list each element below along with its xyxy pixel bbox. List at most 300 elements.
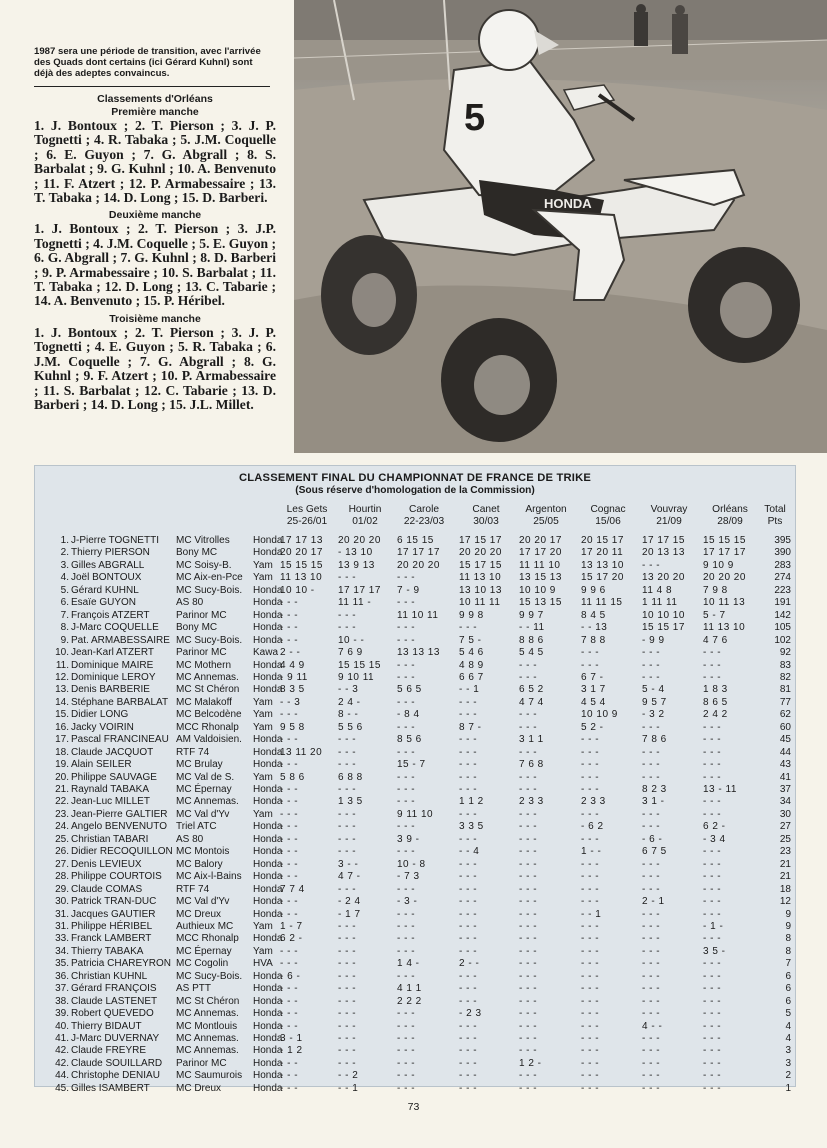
rider-name-cell: Christian TABARI — [71, 833, 149, 845]
total-cell: 60 — [779, 721, 791, 733]
event-header — [335, 504, 395, 528]
score-cell: - - - — [519, 871, 538, 883]
rank-cell: 30. — [55, 896, 69, 908]
rank-cell: 29. — [55, 883, 69, 895]
table-row — [35, 672, 795, 684]
score-cell: - - - — [581, 833, 600, 845]
score-cell: - - - — [459, 920, 478, 932]
score-cell: 17 17 15 — [642, 535, 685, 546]
score-cell: 13 13 10 — [581, 559, 624, 571]
event-date: 21/09 — [656, 516, 682, 527]
table-row — [35, 834, 795, 846]
score-cell: - - - — [581, 759, 600, 771]
table-row — [35, 784, 795, 796]
rank-cell: 5. — [60, 584, 69, 596]
club-cell: Bony MC — [176, 622, 218, 634]
score-cell: - - - — [642, 970, 661, 982]
total-cell: 4 — [785, 1020, 791, 1032]
score-cell: - - 1 — [581, 908, 602, 920]
score-cell: - - - — [519, 1033, 538, 1044]
rank-cell: 1. — [60, 535, 69, 546]
score-cell: - - - — [642, 871, 661, 883]
score-cell: 13 20 20 — [642, 572, 685, 584]
score-cell: - 7 3 — [397, 871, 420, 883]
total-cell: 2 — [785, 1070, 791, 1082]
moto-cell: Honda — [253, 858, 283, 870]
score-cell: 1 11 11 — [642, 597, 678, 609]
rank-cell: 44. — [55, 1070, 69, 1082]
total-cell: 30 — [779, 808, 791, 820]
table-row — [35, 684, 795, 696]
score-cell: - - - — [642, 858, 661, 870]
score-cell: - - - — [397, 933, 416, 945]
score-cell: - - - — [581, 983, 600, 995]
score-cell: - - - — [642, 908, 661, 920]
total-cell: 92 — [779, 647, 791, 659]
orleans-results — [34, 93, 276, 416]
score-cell: - - - — [703, 1033, 722, 1044]
score-cell: - - - — [397, 846, 416, 858]
score-cell: - - - — [519, 920, 538, 932]
score-cell: - 2 3 — [459, 1008, 482, 1020]
table-row — [35, 859, 795, 871]
score-cell: - - - — [338, 622, 357, 634]
table-row — [35, 697, 795, 709]
moto-cell: Honda — [253, 933, 283, 945]
score-cell: 17 17 17 — [703, 547, 746, 559]
score-cell: - - - — [338, 846, 357, 858]
total-cell: 3 — [785, 1045, 791, 1057]
event-date: 01/02 — [352, 516, 378, 527]
score-cell: - - - — [642, 1070, 661, 1082]
score-cell: - - - — [459, 883, 478, 895]
score-cell: 8 7 - — [459, 721, 482, 733]
table-row — [35, 909, 795, 921]
score-cell: 15 17 20 — [581, 572, 624, 584]
score-cell: - - - — [338, 1033, 357, 1044]
score-cell: - - - — [519, 983, 538, 995]
score-cell: 8 8 6 — [519, 634, 544, 646]
score-cell: 10 10 - — [280, 584, 315, 596]
run-1-results: 1. J. Bontoux ; 2. T. Pierson ; 3. J. P. Tognetti ; 4. R. Tabaka ; 5. J.M. Coquelle ; 6. E. Guyon ; 7. G. Abgrall ; 8. S. Barbalat ; 9. G. Kuhnl ; 10. A. Benvenuto ; 11. F. Atzert ; 12. P. Armabessaire ; 13. T. Tabaka ; 14. D. Long ; 15. D. Barberi. — [34, 118, 276, 206]
club-cell: MC Mothern — [176, 659, 232, 671]
run-2-results: 1. J. Bontoux ; 2. T. Pierson ; 3. J.P. Tognetti ; 4. J.M. Coquelle ; 5. E. Guyon ; 6. G. Abgrall ; 7. G. Kuhnl ; 8. D. Barberi ; 9. P. Armabessaire ; 10. S. Barbalat ; 11. T. Tabaka ; 12. D. Long ; 13. C. Tabarie ; 14. A. Benvenuto ; 15. P. Héribel. — [34, 221, 276, 309]
rank-cell: 45. — [55, 1082, 69, 1094]
rider-name-cell: Christophe DENIAU — [71, 1070, 160, 1082]
table-row — [35, 796, 795, 808]
rider-name-cell: Robert QUEVEDO — [71, 1008, 154, 1020]
club-cell: MC Belcodène — [176, 709, 242, 721]
score-cell: - - - — [397, 696, 416, 708]
moto-cell: Yam — [253, 920, 273, 932]
total-cell: 3 — [785, 1057, 791, 1069]
score-cell: - - - — [397, 671, 416, 683]
score-cell: - - - — [581, 933, 600, 945]
rank-cell: 6. — [60, 597, 69, 609]
table-row — [35, 560, 795, 572]
rider-name-cell: Claude FREYRE — [71, 1045, 147, 1057]
score-cell: - - - — [581, 1033, 600, 1044]
table-row — [35, 1021, 795, 1033]
quad-brand: HONDA — [544, 196, 592, 211]
score-cell: - - - — [703, 1057, 722, 1069]
score-cell: - - - — [703, 734, 722, 746]
score-cell: - - - — [280, 896, 299, 908]
score-cell: 3 1 1 — [519, 734, 544, 746]
score-cell: 20 20 17 — [519, 535, 562, 546]
total-cell: 62 — [779, 709, 791, 721]
score-cell: - - - — [703, 983, 722, 995]
score-cell: - - - — [338, 609, 357, 621]
score-cell: - - - — [280, 983, 299, 995]
score-cell: 20 20 20 — [338, 535, 381, 546]
score-cell: - - 13 — [581, 622, 608, 634]
score-cell: - - - — [280, 609, 299, 621]
rider-name-cell: Patrick TRAN-DUC — [71, 896, 157, 908]
score-cell: 11 13 10 — [703, 622, 746, 634]
moto-cell: Honda — [253, 1070, 283, 1082]
score-cell: - - - — [642, 1057, 661, 1069]
moto-cell: Honda — [253, 833, 283, 845]
score-cell: - - - — [519, 896, 538, 908]
club-cell: AS 80 — [176, 833, 204, 845]
total-cell: 6 — [785, 983, 791, 995]
score-cell: 3 1 7 — [581, 684, 606, 696]
rider-name-cell: Pat. ARMABESSAIRE — [71, 634, 170, 646]
score-cell: 17 20 11 — [581, 547, 624, 559]
event-date: 28/09 — [717, 516, 743, 527]
score-cell: - - - — [581, 1045, 600, 1057]
score-cell: - - - — [581, 970, 600, 982]
total-cell: 45 — [779, 734, 791, 746]
total-cell: 25 — [779, 833, 791, 845]
score-cell: 5 - 4 — [642, 684, 665, 696]
rank-cell: 37. — [55, 983, 69, 995]
table-row — [35, 971, 795, 983]
score-cell: - - - — [338, 734, 357, 746]
score-cell: - - - — [459, 1057, 478, 1069]
score-cell: 9 10 9 — [703, 559, 734, 571]
score-cell: - - - — [519, 958, 538, 970]
table-row — [35, 610, 795, 622]
total-cell: 34 — [779, 796, 791, 808]
score-cell: - 6 - — [280, 970, 301, 982]
club-cell: MC St Chéron — [176, 995, 240, 1007]
score-cell: - 2 4 — [338, 896, 361, 908]
score-cell: - - - — [338, 808, 357, 820]
score-cell: 4 - - — [642, 1020, 663, 1032]
score-cell: - - - — [642, 771, 661, 783]
score-cell: 7 8 8 — [581, 634, 606, 646]
score-cell: - - - — [280, 1020, 299, 1032]
score-cell: - - - — [280, 808, 299, 820]
score-cell: - - - — [397, 1033, 416, 1044]
event-header — [639, 504, 699, 528]
club-cell: MC Brulay — [176, 759, 223, 771]
score-cell: - - - — [338, 920, 357, 932]
table-row — [35, 1083, 795, 1095]
club-cell: MC Malakoff — [176, 696, 232, 708]
total-cell: 43 — [779, 759, 791, 771]
score-cell: - - - — [581, 1070, 600, 1082]
table-row — [35, 1045, 795, 1057]
rank-cell: 42. — [55, 1057, 69, 1069]
score-cell: 8 4 5 — [581, 609, 606, 621]
score-cell: - - - — [642, 958, 661, 970]
club-cell: MC Aix-l-Bains — [176, 871, 242, 883]
score-cell: - - - — [581, 808, 600, 820]
moto-cell: Honda — [253, 821, 283, 833]
moto-cell: Honda — [253, 759, 283, 771]
total-cell: 6 — [785, 995, 791, 1007]
total-cell: 21 — [779, 858, 791, 870]
club-cell: MC Annemas. — [176, 1045, 239, 1057]
moto-cell: Honda — [253, 784, 283, 795]
score-cell: - - - — [581, 958, 600, 970]
event-date: 25-26/01 — [286, 516, 328, 527]
table-row — [35, 821, 795, 833]
score-cell: - - - — [459, 1020, 478, 1032]
rank-cell: 38. — [55, 995, 69, 1007]
score-cell: - - - — [397, 821, 416, 833]
rank-cell: 22. — [55, 796, 69, 808]
score-cell: - - - — [519, 1008, 538, 1020]
moto-cell: Honda — [253, 584, 283, 596]
score-cell: - - - — [459, 970, 478, 982]
total-cell: 8 — [785, 945, 791, 957]
moto-cell: Honda — [253, 547, 283, 559]
score-cell: - - - — [397, 1045, 416, 1057]
rank-cell: 12. — [55, 671, 69, 683]
score-cell: 13 13 13 — [397, 647, 440, 659]
score-cell: - - - — [581, 1057, 600, 1069]
club-cell: Triel ATC — [176, 821, 217, 833]
score-cell: - - - — [581, 920, 600, 932]
score-cell: - - - — [397, 796, 416, 808]
score-cell: 5 6 5 — [397, 684, 422, 696]
rank-cell: 26. — [55, 846, 69, 858]
score-cell: 9 11 10 — [397, 808, 434, 820]
score-cell: - - - — [338, 995, 357, 1007]
event-header — [578, 504, 638, 528]
score-cell: - 9 9 — [642, 634, 665, 646]
club-cell: Parinor MC — [176, 647, 227, 659]
score-cell: - - - — [703, 970, 722, 982]
score-cell: - - - — [459, 734, 478, 746]
score-cell: - 1 7 — [338, 908, 361, 920]
score-cell: - - - — [642, 1082, 661, 1094]
table-row — [35, 884, 795, 896]
score-cell: 15 15 15 — [280, 559, 323, 571]
moto-cell: Honda — [253, 535, 283, 546]
score-cell: 17 17 17 — [397, 547, 440, 559]
score-cell: 2 3 3 — [519, 796, 544, 808]
score-cell: 2 2 2 — [397, 995, 422, 1007]
score-cell: 20 15 17 — [581, 535, 624, 546]
score-cell: - 6 2 — [581, 821, 604, 833]
score-cell: - - - — [703, 771, 722, 783]
score-cell: - - - — [581, 746, 600, 758]
score-cell: - - - — [280, 908, 299, 920]
score-cell: - - - — [642, 808, 661, 820]
moto-cell: Yam — [253, 771, 273, 783]
score-cell: 3 5 - — [703, 945, 726, 957]
score-cell: - - - — [519, 883, 538, 895]
score-cell: - - 2 — [338, 1070, 359, 1082]
moto-cell: HVA — [253, 958, 273, 970]
table-row — [35, 722, 795, 734]
score-cell: - - - — [642, 721, 661, 733]
total-cell: 223 — [774, 584, 791, 596]
table-row — [35, 1070, 795, 1082]
score-cell: 3 9 - — [397, 833, 420, 845]
score-cell: 10 10 9 — [581, 709, 618, 721]
score-cell: - - - — [703, 871, 722, 883]
club-cell: MC St Chéron — [176, 684, 240, 696]
score-cell: 8 5 6 — [397, 734, 422, 746]
moto-cell: Honda — [253, 1057, 283, 1069]
score-cell: - - - — [280, 821, 299, 833]
score-cell: - - - — [280, 833, 299, 845]
score-cell: 1 - - — [581, 846, 602, 858]
total-cell: 41 — [779, 771, 791, 783]
score-cell: 15 15 15 — [703, 535, 746, 546]
score-cell: - - - — [397, 1020, 416, 1032]
score-cell: 5 8 6 — [280, 771, 305, 783]
rank-cell: 31. — [55, 920, 69, 932]
score-cell: - - - — [581, 734, 600, 746]
moto-cell: Yam — [253, 559, 273, 571]
table-row — [35, 983, 795, 995]
rider-name-cell: Thierry PIERSON — [71, 547, 150, 559]
score-cell: - - - — [397, 572, 416, 584]
score-cell: - - - — [397, 970, 416, 982]
moto-cell: Honda — [253, 746, 283, 758]
score-cell: 1 - 7 — [280, 920, 303, 932]
moto-cell: Honda — [253, 846, 283, 858]
score-cell: 9 9 6 — [581, 584, 606, 596]
rank-cell: 23. — [55, 808, 69, 820]
club-cell: MC Épernay — [176, 945, 232, 957]
table-row — [35, 597, 795, 609]
score-cell: 4 4 9 — [280, 659, 305, 671]
rank-cell: 19. — [55, 759, 69, 771]
score-cell: 17 17 20 — [519, 547, 562, 559]
rank-cell: 16. — [55, 721, 69, 733]
score-cell: - - - — [642, 647, 661, 659]
score-cell: - - - — [397, 1057, 416, 1069]
score-cell: - - 3 — [338, 684, 359, 696]
score-cell: 20 20 17 — [280, 547, 323, 559]
score-cell: - - - — [459, 833, 478, 845]
rank-cell: 18. — [55, 746, 69, 758]
table-subtitle: (Sous réserve d'homologation de la Commission) — [295, 485, 535, 496]
total-header — [757, 504, 793, 528]
club-cell: MC Soisy-B. — [176, 559, 232, 571]
score-cell: 1 3 5 — [338, 796, 363, 808]
moto-cell: Honda — [253, 734, 283, 746]
moto-cell: Honda — [253, 1045, 283, 1057]
page-number: 73 — [407, 1101, 420, 1113]
rider-name-cell: Patricia CHAREYRON — [71, 958, 172, 970]
rider-name-cell: Alain SEILER — [71, 759, 132, 771]
rank-cell: 31. — [55, 908, 69, 920]
total-cell: 21 — [779, 871, 791, 883]
club-cell: MC Val d'Yv — [176, 808, 230, 820]
score-cell: - 3 4 — [703, 833, 726, 845]
rank-cell: 25. — [55, 833, 69, 845]
score-cell: - - - — [397, 597, 416, 609]
score-cell: - - - — [581, 883, 600, 895]
score-cell: - - - — [397, 1008, 416, 1020]
club-cell: MC Val d'Yv — [176, 896, 230, 908]
score-cell: - - - — [519, 1082, 538, 1094]
total-cell: 5 — [785, 1008, 791, 1020]
score-cell: 7 6 8 — [519, 759, 544, 771]
moto-cell: Yam — [253, 945, 273, 957]
score-cell: - - - — [459, 746, 478, 758]
score-cell: - 1 2 — [280, 1045, 303, 1057]
score-cell: - 3 - — [397, 896, 418, 908]
event-date: 30/03 — [473, 516, 499, 527]
club-cell: MC Sucy-Bois. — [176, 584, 243, 596]
score-cell: - 1 - — [703, 920, 724, 932]
score-cell: 7 - 9 — [397, 584, 420, 596]
score-cell: 10 11 11 — [459, 597, 501, 609]
rank-cell: 14. — [55, 696, 69, 708]
moto-cell: Honda — [253, 970, 283, 982]
score-cell: - - - — [703, 1020, 722, 1032]
moto-cell: Honda — [253, 671, 283, 683]
score-cell: 8 3 5 — [280, 684, 305, 696]
score-cell: - - - — [397, 721, 416, 733]
score-cell: - - - — [642, 659, 661, 671]
score-cell: - - - — [280, 796, 299, 808]
club-cell: RTF 74 — [176, 746, 210, 758]
rank-cell: 7. — [60, 609, 69, 621]
moto-cell: Honda — [253, 995, 283, 1007]
score-cell: - - - — [703, 1070, 722, 1082]
score-cell: 6 7 - — [581, 671, 604, 683]
score-cell: - - - — [397, 920, 416, 932]
rider-name-cell: Claude SOUILLARD — [71, 1057, 163, 1069]
table-row — [35, 946, 795, 958]
table-row — [35, 1008, 795, 1020]
table-row — [35, 958, 795, 970]
score-cell: - - - — [338, 821, 357, 833]
total-cell: 9 — [785, 920, 791, 932]
rider-name-cell: J-Marc COQUELLE — [71, 622, 159, 634]
score-cell: - - - — [642, 933, 661, 945]
score-cell: - - - — [519, 995, 538, 1007]
quad-rider-photo — [294, 0, 827, 453]
score-cell: 17 15 17 — [459, 535, 502, 546]
rider-name-cell: Dominique LEROY — [71, 671, 156, 683]
score-cell: 4 1 1 — [397, 983, 422, 995]
score-cell: 15 15 17 — [642, 622, 685, 634]
event-name: Argenton — [525, 504, 567, 515]
score-cell: - - - — [280, 597, 299, 609]
score-cell: - - - — [280, 1082, 299, 1094]
score-cell: 5 4 6 — [459, 647, 484, 659]
total-cell: 283 — [774, 559, 791, 571]
rank-cell: 36. — [55, 970, 69, 982]
club-cell: MC Dreux — [176, 908, 222, 920]
rank-cell: 13. — [55, 684, 69, 696]
score-cell: 5 - 7 — [703, 609, 726, 621]
table-row — [35, 635, 795, 647]
score-cell: 10 - - — [338, 634, 365, 646]
